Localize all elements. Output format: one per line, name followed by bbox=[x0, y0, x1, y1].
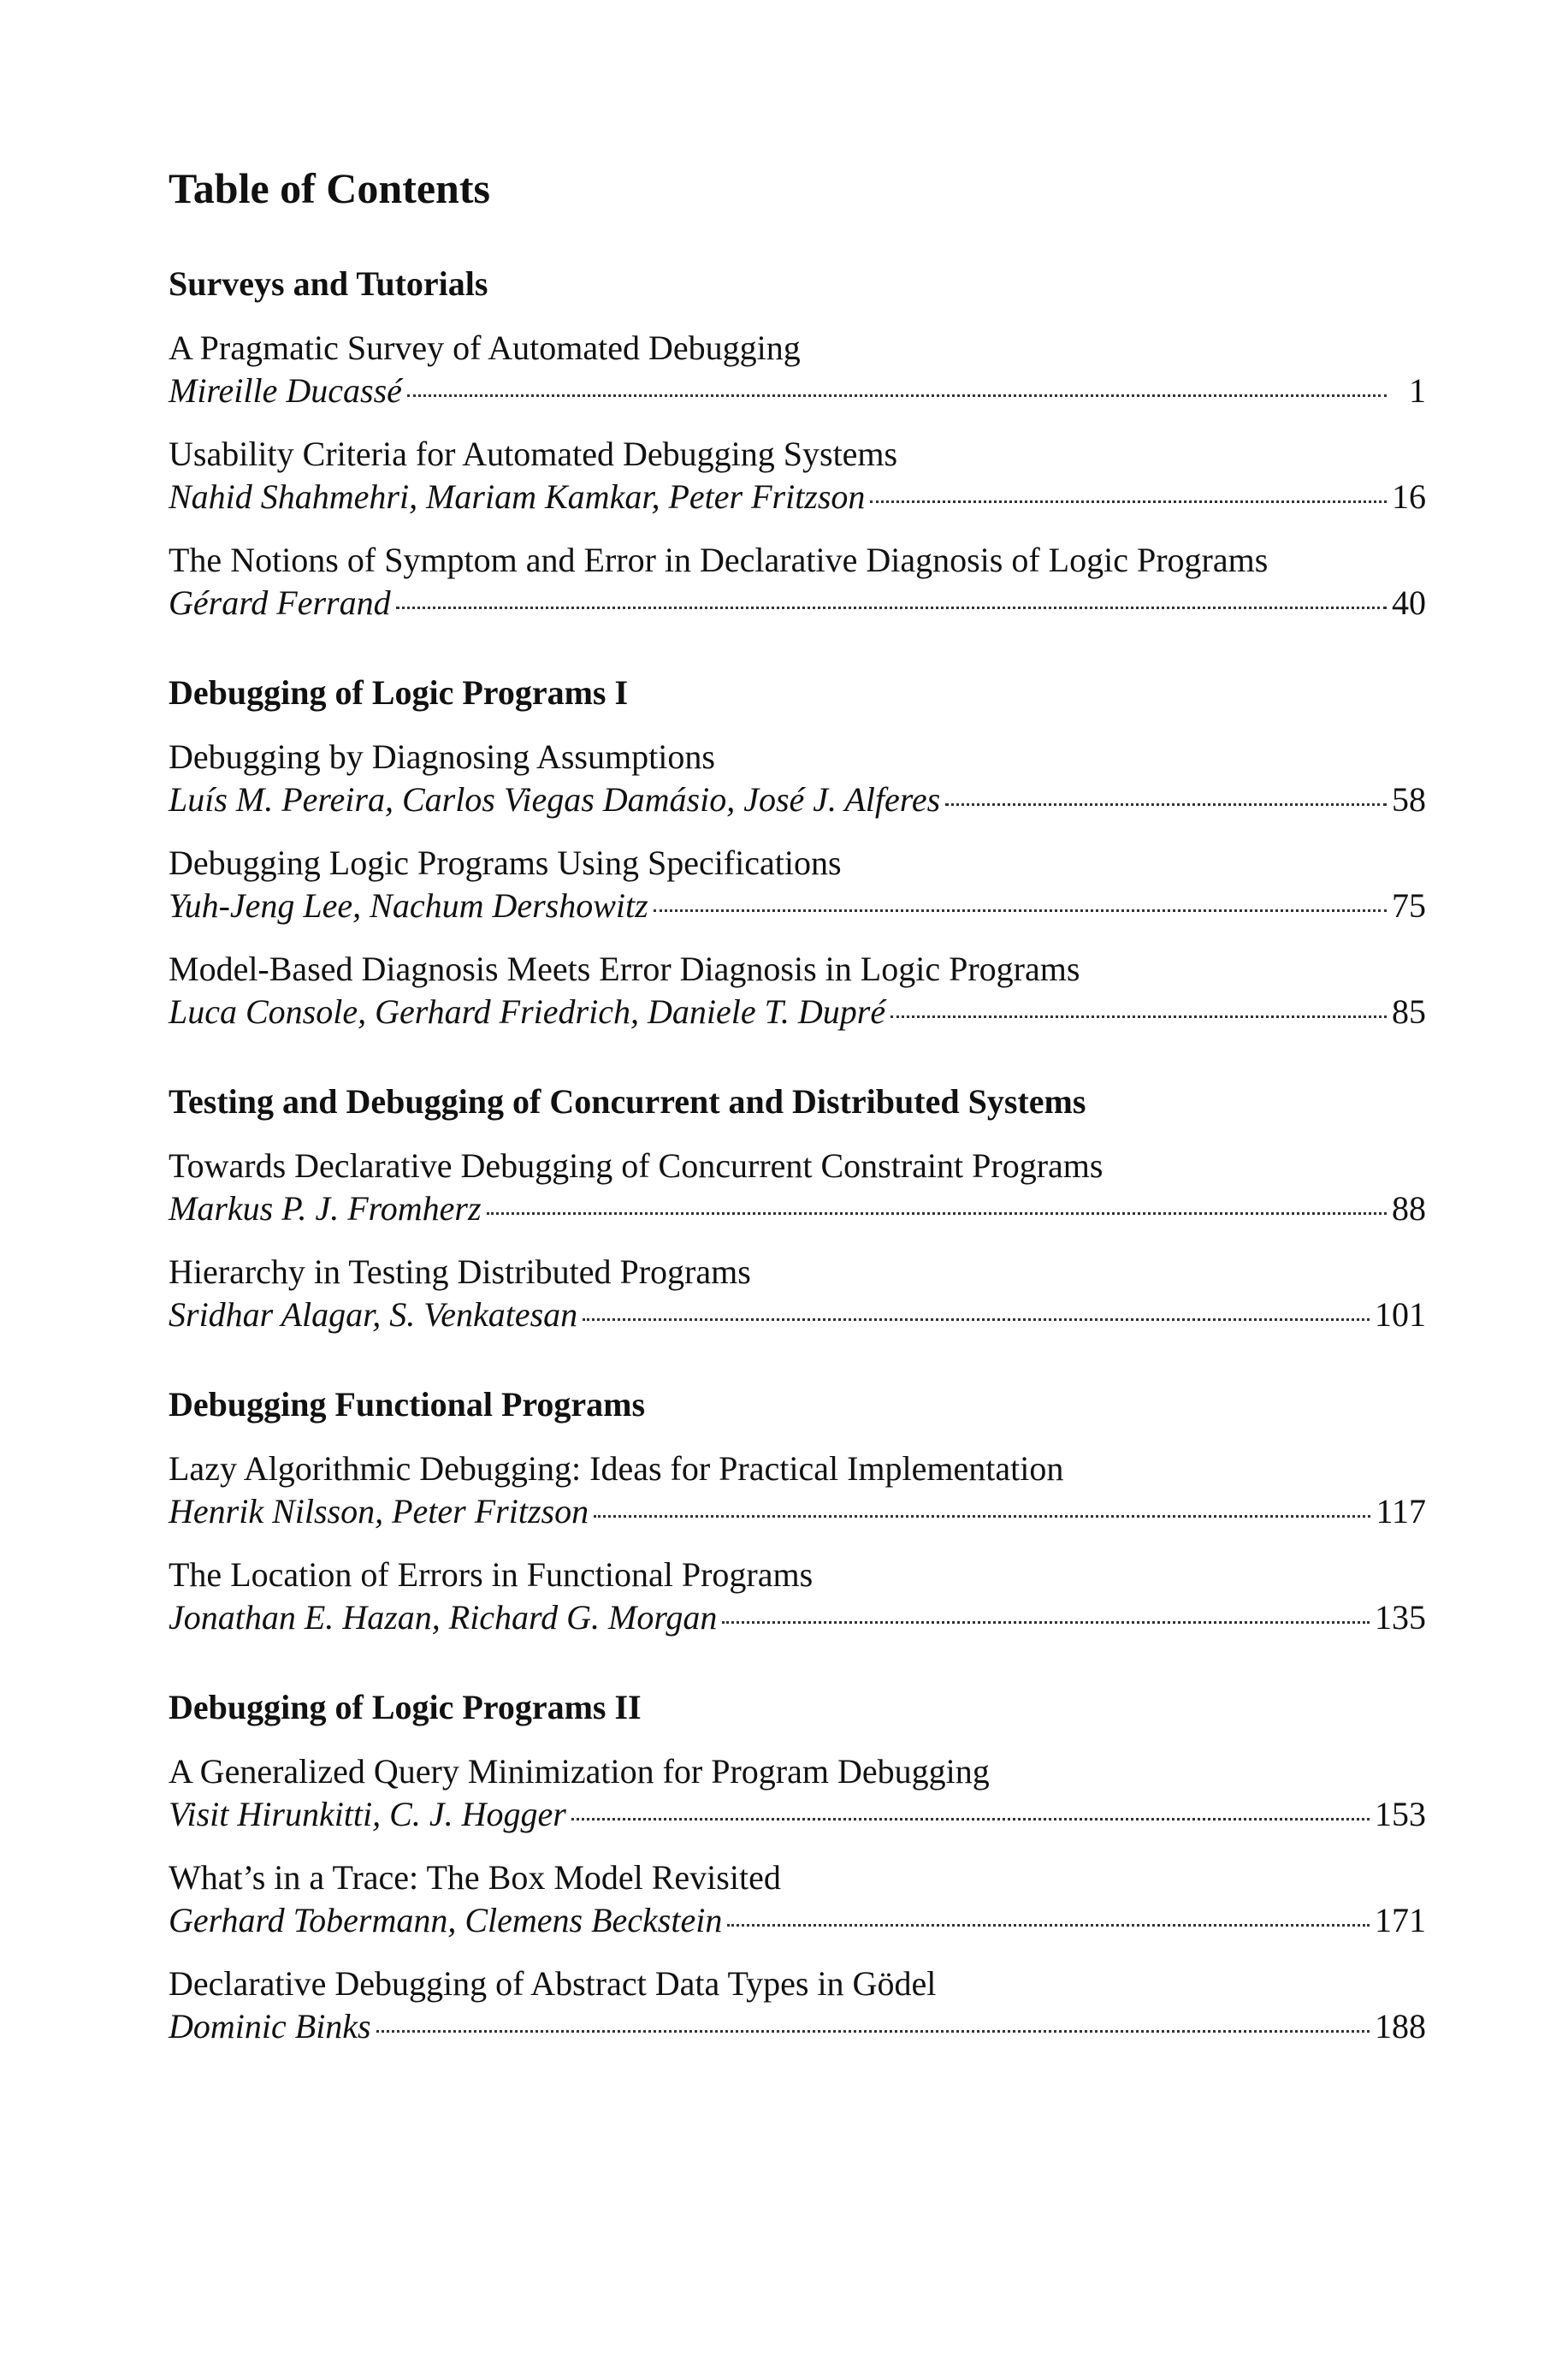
toc-entry bbox=[169, 1750, 1426, 1836]
dot-leader bbox=[571, 1818, 1370, 1820]
section-title: Debugging of Logic Programs II bbox=[169, 1688, 642, 1726]
entry-title: Declarative Debugging of Abstract Data Types in Gödel bbox=[169, 1964, 937, 2003]
table-of-contents bbox=[169, 163, 1426, 2096]
toc-entry bbox=[169, 842, 1426, 927]
entry-author-line bbox=[169, 1793, 1426, 1836]
toc-section bbox=[169, 1081, 1426, 1336]
entry-authors: Jonathan E. Hazan, Richard G. Morgan bbox=[169, 1598, 718, 1637]
entry-author-line bbox=[169, 1294, 1426, 1336]
dot-leader bbox=[407, 394, 1387, 397]
entry-page-number: 40 bbox=[1392, 583, 1426, 622]
entry-author-line bbox=[169, 582, 1426, 625]
entry-page-number: 101 bbox=[1375, 1295, 1426, 1334]
entry-page-number: 75 bbox=[1392, 886, 1426, 925]
dot-leader bbox=[583, 1318, 1370, 1321]
dot-leader bbox=[594, 1515, 1370, 1518]
toc-section bbox=[169, 1687, 1426, 2048]
entry-authors: Sridhar Alagar, S. Venkatesan bbox=[169, 1295, 578, 1334]
entry-title: A Pragmatic Survey of Automated Debugging bbox=[169, 329, 801, 367]
entry-author-line bbox=[169, 1490, 1426, 1533]
entry-title: Debugging by Diagnosing Assumptions bbox=[169, 737, 715, 776]
entry-author-line bbox=[169, 991, 1426, 1033]
toc-entry bbox=[169, 539, 1426, 625]
entry-author-line bbox=[169, 885, 1426, 927]
dot-leader bbox=[487, 1212, 1387, 1215]
entry-authors: Luca Console, Gerhard Friedrich, Daniele T. Dupré bbox=[169, 992, 886, 1031]
entry-authors: Markus P. J. Fromherz bbox=[169, 1189, 482, 1228]
dot-leader bbox=[891, 1015, 1387, 1018]
section-title: Surveys and Tutorials bbox=[169, 264, 488, 303]
entry-page-number: 117 bbox=[1376, 1492, 1426, 1530]
entry-author-line bbox=[169, 1596, 1426, 1639]
entry-title: Usability Criteria for Automated Debugging Systems bbox=[169, 435, 898, 473]
entry-title: Hierarchy in Testing Distributed Programs bbox=[169, 1252, 751, 1291]
toc-section bbox=[169, 672, 1426, 1033]
entry-author-line bbox=[169, 476, 1426, 518]
toc-section bbox=[169, 1384, 1426, 1639]
entry-page-number: 1 bbox=[1409, 371, 1426, 410]
entry-page-number: 16 bbox=[1392, 477, 1426, 516]
entry-page-number: 153 bbox=[1375, 1795, 1426, 1833]
dot-leader bbox=[722, 1621, 1370, 1624]
entry-page-number: 88 bbox=[1392, 1189, 1426, 1228]
entry-page-number: 188 bbox=[1375, 2007, 1426, 2045]
section-title: Testing and Debugging of Concurrent and Distributed Systems bbox=[169, 1082, 1086, 1121]
toc-entry bbox=[169, 1145, 1426, 1230]
entry-authors: Mireille Ducassé bbox=[169, 371, 402, 410]
entry-author-line bbox=[169, 779, 1426, 821]
entry-authors: Luís M. Pereira, Carlos Viegas Damásio, José J. Alferes bbox=[169, 780, 941, 819]
toc-entry bbox=[169, 948, 1426, 1033]
entry-author-line bbox=[169, 1187, 1426, 1230]
dot-leader bbox=[654, 909, 1387, 912]
dot-leader bbox=[945, 803, 1387, 806]
entry-author-line bbox=[169, 2005, 1426, 2048]
entry-title: Lazy Algorithmic Debugging: Ideas for Practical Implementation bbox=[169, 1449, 1064, 1488]
toc-section bbox=[169, 263, 1426, 625]
entry-title: A Generalized Query Minimization for Program Debugging bbox=[169, 1752, 990, 1791]
entry-authors: Gerhard Tobermann, Clemens Beckstein bbox=[169, 1901, 723, 1939]
toc-entry bbox=[169, 1963, 1426, 2048]
dot-leader bbox=[376, 2030, 1370, 2033]
entry-author-line bbox=[169, 1899, 1426, 1942]
entry-title: Debugging Logic Programs Using Specifications bbox=[169, 844, 842, 882]
toc-sections bbox=[169, 263, 1426, 2048]
toc-entry bbox=[169, 327, 1426, 412]
toc-entry bbox=[169, 1447, 1426, 1533]
entry-page-number: 171 bbox=[1375, 1901, 1426, 1939]
entry-page-number: 58 bbox=[1392, 780, 1426, 819]
entry-page-number: 135 bbox=[1375, 1598, 1426, 1637]
entry-authors: Henrik Nilsson, Peter Fritzson bbox=[169, 1492, 589, 1530]
entry-page-number: 85 bbox=[1392, 992, 1426, 1031]
entry-title: Towards Declarative Debugging of Concurrent Constraint Programs bbox=[169, 1146, 1104, 1185]
entry-authors: Gérard Ferrand bbox=[169, 583, 391, 622]
dot-leader bbox=[870, 500, 1387, 503]
toc-entry bbox=[169, 433, 1426, 518]
entry-title: What’s in a Trace: The Box Model Revisited bbox=[169, 1858, 781, 1897]
section-title: Debugging Functional Programs bbox=[169, 1385, 646, 1424]
dot-leader bbox=[727, 1924, 1370, 1927]
toc-entry bbox=[169, 1251, 1426, 1336]
toc-entry bbox=[169, 1554, 1426, 1639]
dot-leader bbox=[396, 607, 1387, 609]
page-title: Table of Contents bbox=[169, 164, 490, 212]
entry-authors: Dominic Binks bbox=[169, 2007, 371, 2045]
entry-title: The Notions of Symptom and Error in Declarative Diagnosis of Logic Programs bbox=[169, 541, 1269, 579]
entry-author-line bbox=[169, 370, 1426, 412]
toc-entry bbox=[169, 736, 1426, 821]
entry-authors: Yuh-Jeng Lee, Nachum Dershowitz bbox=[169, 886, 648, 925]
entry-title: Model-Based Diagnosis Meets Error Diagnosis in Logic Programs bbox=[169, 950, 1080, 988]
section-title: Debugging of Logic Programs I bbox=[169, 673, 629, 712]
entry-authors: Nahid Shahmehri, Mariam Kamkar, Peter Fritzson bbox=[169, 477, 866, 516]
toc-entry bbox=[169, 1856, 1426, 1942]
entry-title: The Location of Errors in Functional Programs bbox=[169, 1555, 814, 1594]
entry-authors: Visit Hirunkitti, C. J. Hogger bbox=[169, 1795, 566, 1833]
